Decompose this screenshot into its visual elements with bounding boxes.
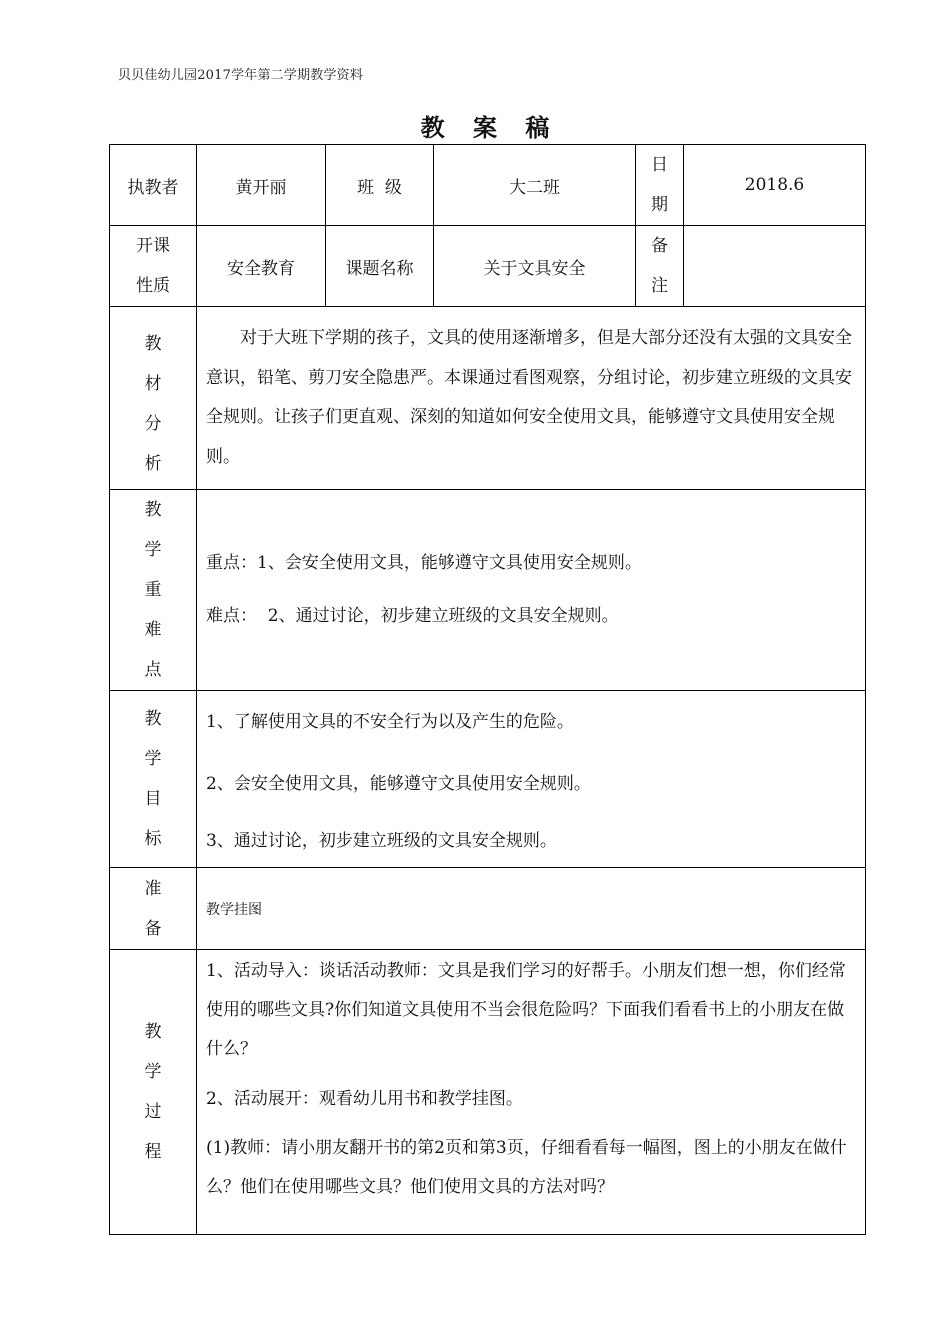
date-value: 2018.6 <box>684 145 866 226</box>
process-label-char-2: 学 <box>144 1062 162 1082</box>
process-paragraph: (1)教师：请小朋友翻开书的第2页和第3页，仔细看看每一幅图，图上的小朋友在做什么？他们在使用哪些文具？他们使用文具的方法对吗？ <box>206 1138 847 1197</box>
preparation-content: 教学挂图 <box>197 868 866 950</box>
keypoints-label-char-2: 学 <box>144 540 162 560</box>
material-label-char-2: 材 <box>144 374 162 394</box>
topic-label: 课题名称 <box>326 226 434 307</box>
keypoints-label-char-3: 重 <box>144 580 162 600</box>
keypoints-label-char-5: 点 <box>144 660 162 680</box>
topic-value: 关于文具安全 <box>434 226 636 307</box>
objectives-label-char-4: 标 <box>144 829 162 849</box>
objective-line: 1、了解使用文具的不安全行为以及产生的危险。 <box>206 712 574 732</box>
date-label <box>636 145 684 226</box>
objective-line: 2、会安全使用文具，能够遵守文具使用安全规则。 <box>206 774 591 794</box>
material-analysis-text: 对于大班下学期的孩子，文具的使用逐渐增多，但是大部分还没有太强的文具安全意识，铅笔、剪刀安全隐患严。本课通过看图观察，分组讨论，初步建立班级的文具安全规则。让孩子们更直观、深刻的知道如何安全使用文具，能够遵守文具使用安全规则。 <box>206 328 852 467</box>
preparation-label-char-2: 备 <box>144 918 162 939</box>
objectives-label-char-3: 目 <box>144 789 162 809</box>
course-nature-value: 安全教育 <box>197 226 326 307</box>
preparation-label-char-1: 准 <box>144 878 162 899</box>
process-label <box>110 950 197 1235</box>
remark-value <box>684 226 866 307</box>
info-row-1 <box>110 145 866 226</box>
objectives-label <box>110 691 197 868</box>
material-analysis-content <box>197 307 866 490</box>
material-label-char-3: 分 <box>144 414 162 434</box>
process-label-char-3: 过 <box>144 1102 162 1122</box>
process-paragraph: 1、活动导入：谈话活动教师：文具是我们学习的好帮手。小朋友们想一想，你们经常使用的哪些文具?你们知道文具使用不当会很危险吗？下面我们看看书上的小朋友在做什么？ <box>206 961 846 1059</box>
date-label-char-1: 日 <box>651 155 668 175</box>
material-label-char-1: 教 <box>144 334 162 354</box>
remark-label-char-1: 备 <box>651 236 668 256</box>
key-points-label <box>110 490 197 691</box>
process-label-char-4: 程 <box>144 1142 162 1162</box>
process-label-char-1: 教 <box>144 1022 162 1042</box>
teacher-label: 执教者 <box>110 145 197 226</box>
course-nature-label-line-2: 性质 <box>136 276 170 296</box>
key-point-line: 重点：1、会安全使用文具，能够遵守文具使用安全规则。 <box>206 553 642 573</box>
page-header: 贝贝佳幼儿园2017学年第二学期教学资料 <box>118 68 364 83</box>
process-content <box>197 950 866 1235</box>
document-title: 教 案 稿 <box>420 113 560 142</box>
class-label: 班 级 <box>326 145 434 226</box>
material-analysis-row <box>110 307 866 490</box>
objective-line: 3、通过讨论，初步建立班级的文具安全规则。 <box>206 831 557 851</box>
class-value: 大二班 <box>434 145 636 226</box>
difficult-point-line: 难点： 2、通过讨论，初步建立班级的文具安全规则。 <box>206 606 619 626</box>
preparation-row <box>110 868 866 950</box>
material-label-char-4: 析 <box>144 454 162 474</box>
date-label-char-2: 期 <box>651 195 668 215</box>
process-row <box>110 950 866 1235</box>
objectives-row <box>110 691 866 868</box>
lesson-plan-table <box>109 144 866 1235</box>
key-points-content <box>197 490 866 691</box>
objectives-label-char-2: 学 <box>144 749 162 769</box>
info-row-2 <box>110 226 866 307</box>
course-nature-label <box>110 226 197 307</box>
objectives-label-char-1: 教 <box>144 709 162 729</box>
remark-label-char-2: 注 <box>651 276 668 296</box>
key-points-row <box>110 490 866 691</box>
remark-label <box>636 226 684 307</box>
keypoints-label-char-1: 教 <box>144 500 162 520</box>
preparation-label <box>110 868 197 950</box>
material-analysis-label <box>110 307 197 490</box>
keypoints-label-char-4: 难 <box>144 620 162 640</box>
course-nature-label-line-1: 开课 <box>136 236 170 256</box>
teacher-value: 黄开丽 <box>197 145 326 226</box>
objectives-content <box>197 691 866 868</box>
process-paragraph: 2、活动展开：观看幼儿用书和教学挂图。 <box>206 1089 523 1109</box>
